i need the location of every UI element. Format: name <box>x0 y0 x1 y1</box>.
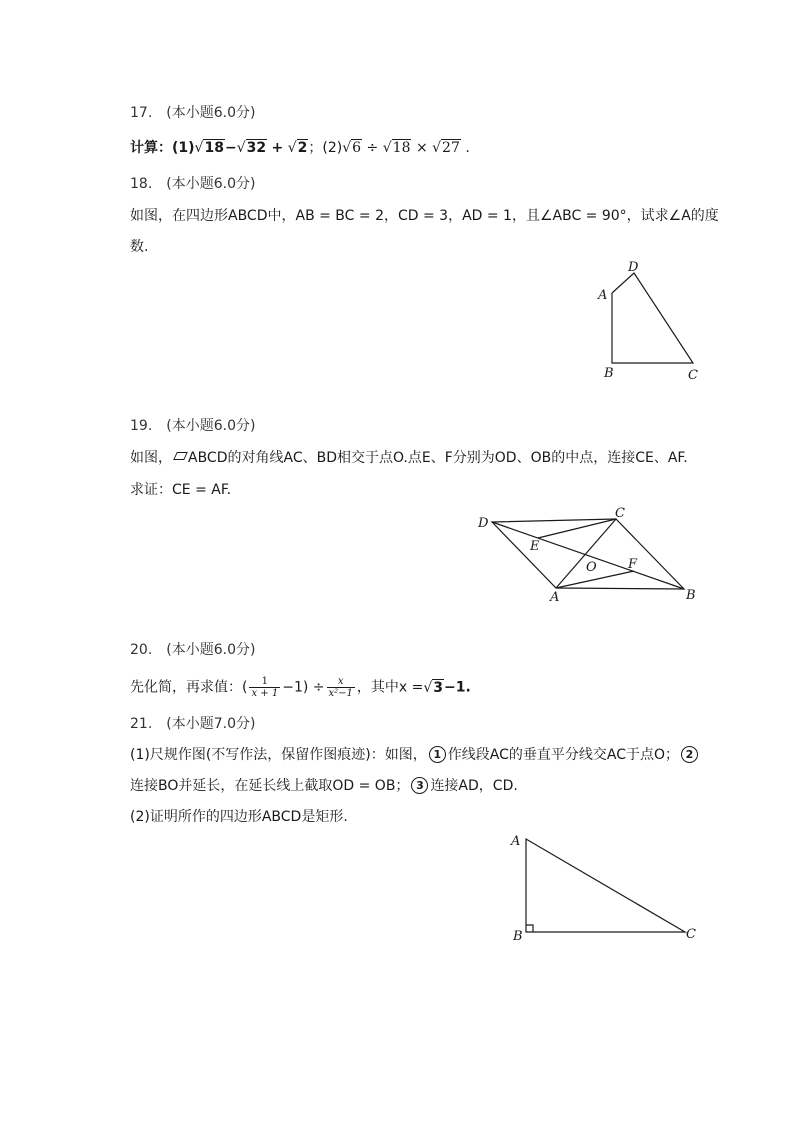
q17-sep: ；(2) <box>308 140 343 156</box>
q20-post1: ，其中x = <box>356 679 424 696</box>
q20-header: 20. (本小题6.0分) <box>130 642 256 658</box>
q17-sqrt-32: √32 <box>236 140 267 156</box>
q19-label-F: F <box>628 557 638 572</box>
q17-sqrt-2: √2 <box>287 140 308 156</box>
q18-shape <box>612 273 693 363</box>
q19-line1-post: ABCD的对角线AC、BD相交于点O.点E、F分别为OD、OB的中点，连接CE、AF. <box>188 450 688 466</box>
q17-div: ÷ <box>366 140 379 156</box>
q18-label-D: D <box>628 260 639 275</box>
q20-problem <box>130 676 471 699</box>
q19-label-E: E <box>530 539 540 554</box>
q17-problem <box>130 138 470 158</box>
q19-label-C: C <box>615 506 625 521</box>
q21-line1-a: (1)尺规作图(不写作法，保留作图痕迹)：如图， <box>130 747 427 763</box>
q21-line1-b: 作线段AC的垂直平分线交AC于点O； <box>447 747 679 763</box>
q19-line1 <box>130 448 688 468</box>
q17-header: 17. (本小题6.0分) <box>130 105 256 121</box>
q20-pre: 先化简，再求值：( <box>130 679 248 696</box>
q21-label-B: B <box>513 929 523 944</box>
q21-line3: (2)证明所作的四边形ABCD是矩形. <box>130 809 348 825</box>
q21-line2-b: 连接AD，CD. <box>430 778 518 794</box>
q20-sqrt-3: √3 <box>423 679 444 696</box>
q18-label-A: A <box>598 288 608 303</box>
circled-3-icon: 3 <box>411 777 428 794</box>
q17-sqrt-6: √6 <box>342 140 362 156</box>
q17-end: . <box>465 140 470 156</box>
q21-header: 21. (本小题7.0分) <box>130 716 256 732</box>
circled-1-icon: 1 <box>429 746 446 763</box>
q21-triangle <box>526 839 685 932</box>
q18-quadrilateral-figure <box>590 255 710 385</box>
q21-line2 <box>130 776 518 796</box>
q20-fraction-1: $\frac{1}{x + 1}$ <box>251 676 279 699</box>
q21-right-angle-mark <box>526 925 533 932</box>
q18-line2: 数. <box>130 239 149 255</box>
q18-label-B: B <box>604 366 614 381</box>
q17-prefix: 计算：(1) <box>130 140 195 156</box>
circled-2-icon: 2 <box>681 746 698 763</box>
q17-minus: − <box>224 140 237 156</box>
parallelogram-icon <box>173 452 188 460</box>
q19-label-D: D <box>478 516 489 531</box>
q18-label-C: C <box>688 368 698 383</box>
q19-header: 19. (本小题6.0分) <box>130 418 256 434</box>
q21-right-triangle-figure <box>505 828 705 946</box>
q21-label-A: A <box>511 834 521 849</box>
q19-diagonal-AC <box>556 519 616 588</box>
q17-sqrt-18: √18 <box>194 140 224 156</box>
q21-line2-a: 连接BO并延长，在延长线上截取OD = OB； <box>130 778 410 794</box>
q17-sqrt-27: √27 <box>432 140 460 156</box>
q18-line1: 如图，在四边形ABCD中，AB = BC = 2，CD = 3，AD = 1，且∠ABC = 90°，试求∠A的度 <box>130 208 719 224</box>
q20-post2: −1. <box>444 679 471 696</box>
q18-header: 18. (本小题6.0分) <box>130 176 256 192</box>
q21-line1 <box>130 745 700 765</box>
q20-mid: −1) ÷ <box>282 679 325 696</box>
q17-sqrt-18b: √18 <box>382 140 411 156</box>
q21-label-C: C <box>686 927 696 942</box>
q19-label-O: O <box>586 560 597 575</box>
q19-label-B: B <box>686 588 696 603</box>
q19-diagonal-BD <box>492 522 684 589</box>
q19-parallelogram-figure <box>470 505 705 605</box>
q17-times: × <box>415 140 428 156</box>
q17-plus: + <box>271 140 284 156</box>
q19-line2: 求证：CE = AF. <box>130 482 232 498</box>
q19-segment-CE <box>538 519 616 538</box>
q19-label-A: A <box>550 590 560 605</box>
q20-fraction-2: $\frac{x}{\text{x²−1}}$ <box>328 676 353 699</box>
q19-line1-pre: 如图， <box>130 450 172 466</box>
